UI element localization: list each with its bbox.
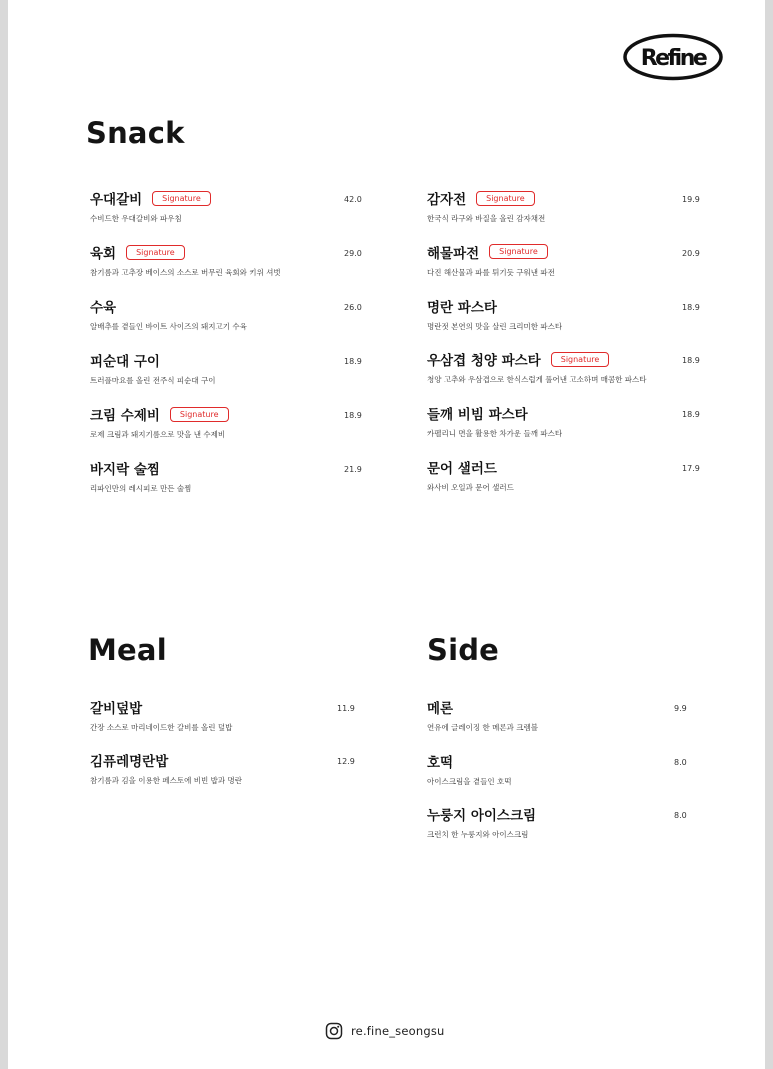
- side-menu-item: [427, 804, 727, 840]
- menu-item-price: 18.9: [344, 411, 362, 420]
- menu-item-description: 와사비 오일과 문어 샐러드: [427, 483, 514, 492]
- meal-menu-item: [90, 697, 390, 733]
- svg-text:Refine: Refine: [640, 46, 706, 71]
- menu-item-name: 바지락 술찜: [90, 462, 160, 478]
- menu-item-price: 18.9: [682, 410, 700, 420]
- instagram-footer[interactable]: [325, 1022, 445, 1040]
- section-title-snack: Snack: [86, 116, 185, 150]
- menu-item-name: 명란 파스타: [427, 299, 497, 316]
- menu-item-description: 연유에 글레이징 한 메론과 크렘블: [427, 723, 538, 732]
- menu-item-name: 문어 샐러드: [427, 461, 497, 477]
- snack-menu-item: [90, 404, 390, 440]
- menu-item-name: 우대갈비: [90, 192, 143, 208]
- menu-item-name: 피순대 구이: [90, 354, 160, 370]
- menu-item-description: 크런치 한 누룽지와 아이스크림: [427, 830, 529, 839]
- menu-item-name: 들깨 비빔 파스타: [427, 407, 528, 424]
- menu-item-name: 갈비덮밥: [90, 701, 143, 717]
- menu-item-price: 9.9: [674, 704, 687, 713]
- menu-item-name: 메론: [427, 701, 454, 717]
- snack-menu-item: [427, 188, 727, 224]
- menu-item-price: 18.9: [682, 302, 700, 312]
- signature-badge: Signature: [152, 191, 211, 206]
- signature-badge: Signature: [126, 245, 185, 260]
- menu-item-name: 해물파전: [427, 245, 480, 262]
- menu-item-price: 12.9: [337, 757, 355, 766]
- signature-badge: Signature: [170, 407, 229, 422]
- menu-item-description: 리파인만의 레시피로 만든 술찜: [90, 484, 192, 493]
- menu-item-description: 트러플마요를 올린 전주식 피순대 구이: [90, 376, 216, 385]
- menu-item-description: 아이스크림을 곁들인 호떡: [427, 776, 512, 786]
- menu-item-description: 수비드한 우대갈비와 파우침: [90, 214, 182, 223]
- menu-item-price: 21.9: [344, 465, 362, 474]
- menu-item-price: 26.0: [344, 303, 362, 312]
- instagram-handle[interactable]: re.fine_seongsu: [351, 1024, 445, 1038]
- snack-menu-item: [427, 296, 727, 332]
- section-title-side: Side: [427, 633, 500, 667]
- menu-item-name: 김퓨레명란밥: [90, 754, 169, 770]
- menu-item-name: 우삼겹 청양 파스타: [427, 353, 541, 370]
- instagram-icon: [325, 1022, 343, 1040]
- menu-item-name: 육회: [90, 246, 117, 262]
- menu-item-price: 42.0: [344, 195, 362, 204]
- menu-item-name: 크림 수제비: [90, 408, 160, 424]
- snack-menu-item: [427, 242, 727, 278]
- snack-menu-item: [90, 458, 390, 494]
- section-title-meal: Meal: [88, 633, 167, 667]
- menu-item-price: 8.0: [674, 811, 687, 820]
- menu-item-price: 20.9: [682, 248, 700, 258]
- side-menu-item: [427, 751, 727, 787]
- menu-item-price: 8.0: [674, 757, 687, 767]
- snack-menu-item: [90, 188, 390, 224]
- meal-menu-item: [90, 750, 390, 786]
- menu-item-price: 29.0: [344, 249, 362, 258]
- signature-badge: Signature: [551, 352, 610, 367]
- snack-menu-item: [427, 403, 727, 439]
- menu-page: [8, 0, 765, 1069]
- menu-item-name: 수육: [90, 300, 117, 316]
- menu-item-description: 다진 해산물과 파를 튀기듯 구워낸 파전: [427, 267, 555, 277]
- menu-item-description: 카펠리니 면을 활용한 차가운 들깨 파스타: [427, 429, 563, 439]
- snack-menu-item: [427, 349, 727, 385]
- menu-item-description: 참기름과 김을 이용한 페스토에 비빈 밥과 명란: [90, 776, 242, 785]
- menu-item-description: 한국식 라구와 바질을 올린 감자채전: [427, 214, 546, 223]
- snack-menu-item: [90, 242, 390, 278]
- menu-item-name: 감자전: [427, 192, 467, 208]
- menu-item-price: 18.9: [344, 357, 362, 366]
- snack-menu-item: [90, 350, 390, 386]
- menu-item-price: 17.9: [682, 464, 700, 473]
- side-menu-item: [427, 697, 727, 733]
- menu-item-price: 11.9: [337, 704, 355, 713]
- menu-item-description: 명란젓 본연의 맛을 살린 크리미한 파스타: [427, 321, 563, 331]
- menu-item-description: 참기름과 고추장 베이스의 소스로 버무린 육회와 키위 셔벗: [90, 268, 281, 277]
- refine-logo: [622, 32, 724, 82]
- menu-item-description: 알배추를 곁들인 바이트 사이즈의 돼지고기 수육: [90, 322, 247, 331]
- menu-item-description: 청양 고추와 우삼겹으로 한식스럽게 풀어낸 고소하며 매콤한 파스타: [427, 375, 647, 385]
- menu-item-name: 누룽지 아이스크림: [427, 808, 537, 824]
- menu-item-name: 호떡: [427, 754, 454, 771]
- menu-item-description: 간장 소스로 마리네이드한 갈비를 올린 덮밥: [90, 723, 233, 732]
- snack-menu-item: [427, 457, 727, 493]
- signature-badge: Signature: [476, 191, 535, 206]
- signature-badge: Signature: [489, 244, 548, 259]
- menu-item-price: 19.9: [682, 195, 700, 204]
- snack-menu-item: [90, 296, 390, 332]
- menu-item-price: 18.9: [682, 356, 700, 366]
- menu-item-description: 로제 크림과 돼지기름으로 맛을 낸 수제비: [90, 430, 226, 439]
